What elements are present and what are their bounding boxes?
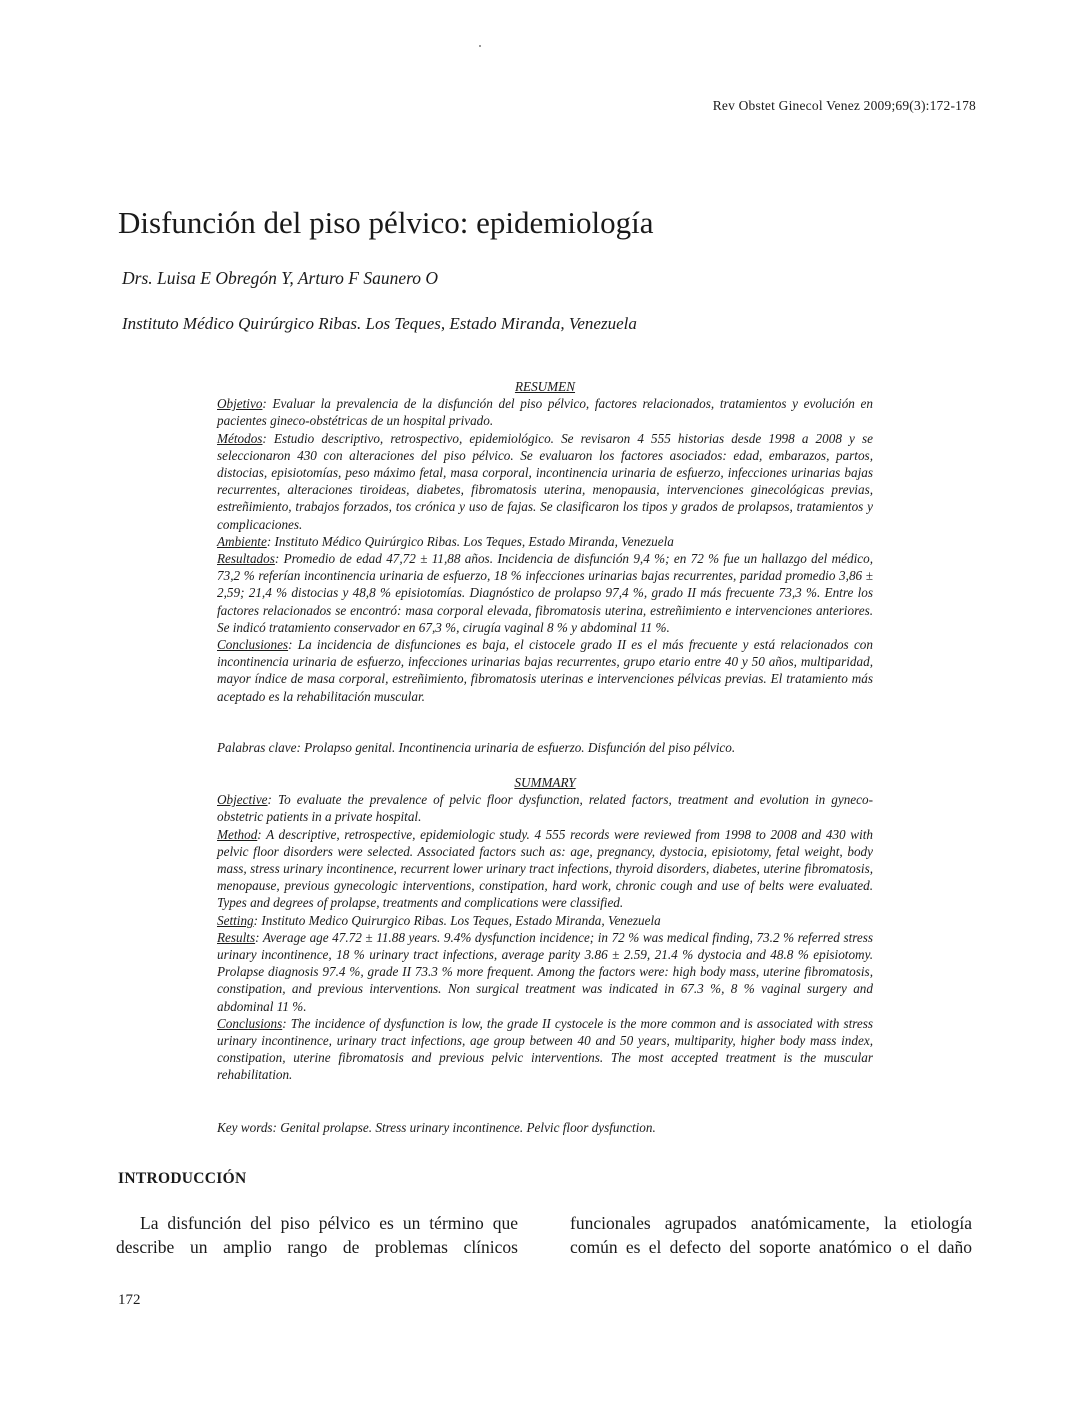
article-institution: Instituto Médico Quirúrgico Ribas. Los Teques, Estado Miranda, Venezuela [122,314,637,333]
article-authors: Drs. Luisa E Obregón Y, Arturo F Saunero O [122,268,439,288]
summary-setting-label: Setting [217,912,254,928]
journal-citation: Rev Obstet Ginecol Venez 2009;69(3):172-178 [712,98,976,113]
summary-objective-label: Objective [217,792,268,808]
key-words: Key words: Genital prolapse. Stress urinary incontinence. Pelvic floor dysfunction. [217,1120,656,1135]
resumen-ambiente-text: : Instituto Médico Quirúrgico Ribas. Los Teques, Estado Miranda, Venezuela [266,533,674,549]
resumen-objetivo-label: Objetivo [217,396,263,412]
summary-conclusions-label: Conclusions [217,1015,283,1031]
resumen-objetivo-text: : Evaluar la prevalencia de la disfunción del piso pélvico, factores relacionados, tratamientos y evolución en pacientes gineco-obstétricas de un hospital privado. [217,396,873,429]
summary-method-text: : A descriptive, retrospective, epidemiologic study. 4 555 records were reviewed from 1998 to 2008 and 430 with pelvic floor disorders were selected. Associated factors such as: age, pregnancy, dystocia, episiotomy, fetal weight, body mass, stress urinary incontinence, recurrent lower urinary tract infections, thyroid disorders, diabetes, uterine fibromatosis, menopause, previous gynecologic interventions, constipation, hard work, chronic cough and use of belts were evaluated. Types and degrees of prolapse, treatments and complications were classified. [217,826,873,911]
summary-objective [217,791,873,825]
summary-heading: SUMMARY [514,775,576,790]
resumen-objetivo [217,395,873,429]
summary-results-text: : Average age 47.72 ± 11.88 years. 9.4% dysfunction incidence; in 72 % was medical finding, 73.2 % referred stress urinary incontinence, 18 % urinary tract infections, average parity 3.86 ± 2.59, 21.4 % dystocia and 48.8 % episiotomy. Prolapse diagnosis 97.4 %, grade II 73.3 % more frequent. Among the factors were: high body mass, uterine fibromatosis, constipation, and previous interventions. Non surgical treatment was indicated in 67.3 %, 8 % vaginal surgery and abdominal 11 %. [217,929,873,1014]
resumen-conclusiones [217,636,873,705]
summary-results-label: Results [217,929,256,945]
resumen-ambiente-label: Ambiente [217,533,267,549]
summary-conclusions-text: : The incidence of dysfunction is low, the grade II cystocele is the more common and is associated with stress urinary incontinence, urinary tract infections, age group between 40 and 50 years, multiparity, higher body mass index, constipation, uterine fibromatosis and previous pelvic interventions. The most accepted treatment is the muscular rehabilitation. [217,1015,873,1083]
section-heading-introduccion: INTRODUCCIÓN [118,1170,247,1187]
resumen-block [217,378,873,705]
body-column-right: funcionales agrupados anatómicamente, la etiología común es el defecto del soporte anatómico o el daño [570,1213,972,1257]
article-title: Disfunción del piso pélvico: epidemiología [118,205,654,240]
resumen-metodos-text: : Estudio descriptivo, retrospectivo, epidemiológico. Se revisaron 4 555 historias desde 1998 a 2008 y se seleccionaron 430 con alteraciones del piso pélvico. Se evaluaron los factores asociados: edad, embarazos, partos, distocias, episiotomías, peso máximo fetal, masa corporal, incontinencia urinaria de esfuerzo, infecciones urinarias bajas recurrentes, alteraciones tiroideas, diabetes, fibromatosis uterina, menopausia, intervenciones ginecológicas previas, estreñimiento, trabajos forzados, tos crónica y uso de fajas. Se clasificaron los tipos y grados de prolapsos, tratamientos y complicaciones. [217,430,873,532]
resumen-heading: RESUMEN [514,379,576,394]
summary-results [217,929,873,1015]
stray-mark [479,45,481,47]
summary-setting [217,912,873,929]
summary-objective-text: : To evaluate the prevalence of pelvic floor dysfunction, related factors, treatment and evolution in gyneco-obstetric patients in a private hospital. [217,792,873,825]
resumen-conclusiones-label: Conclusiones [217,637,289,653]
resumen-metodos [217,430,873,533]
summary-method-label: Method [217,826,258,842]
page-number: 172 [118,1292,141,1308]
resumen-resultados [217,550,873,636]
summary-method [217,826,873,912]
resumen-resultados-label: Resultados [217,551,275,567]
body-column-left: La disfunción del piso pélvico es un término que describe un amplio rango de problemas clínicos [116,1213,518,1257]
palabras-clave: Palabras clave: Prolapso genital. Incontinencia urinaria de esfuerzo. Disfunción del piso pélvico. [217,740,736,755]
resumen-metodos-label: Métodos [217,430,263,446]
resumen-conclusiones-text: : La incidencia de disfunciones es baja, el cistocele grado II es el más frecuente y está relacionados con incontinencia urinaria de esfuerzo, infecciones urinarias bajas recurrentes, grupo etario entre 40 y 50 años, multiparidad, mayor índice de masa corporal, estreñimiento, fibromatosis uterinas e intervenciones pélvicas previas. El tratamiento más aceptado es la rehabilitación muscular. [217,637,873,704]
summary-conclusions [217,1015,873,1084]
resumen-ambiente [217,533,873,550]
summary-block [217,774,873,1084]
resumen-resultados-text: : Promedio de edad 47,72 ± 11,88 años. Incidencia de disfunción 9,4 %; en 72 % fue un hallazgo del médico, 73,2 % referían incontinencia urinaria de esfuerzo, 18 % infecciones urinarias bajas recurrentes, paridad promedio 3,86 ± 2,59; 21,4 % distocias y 48,8 % episiotomías. Diagnóstico de prolapso 97,4 %, grado II más frecuente 73,3 %. Entre los factores relacionados se encontró: masa corporal elevada, fibromatosis uterina, estreñimiento e intervenciones anteriores. Se indicó tratamiento conservador en 67,3 %, cirugía vaginal 8 % y abdominal 11 %. [217,551,873,635]
summary-setting-text: : Instituto Medico Quirurgico Ribas. Los Teques, Estado Miranda, Venezuela [253,912,661,928]
